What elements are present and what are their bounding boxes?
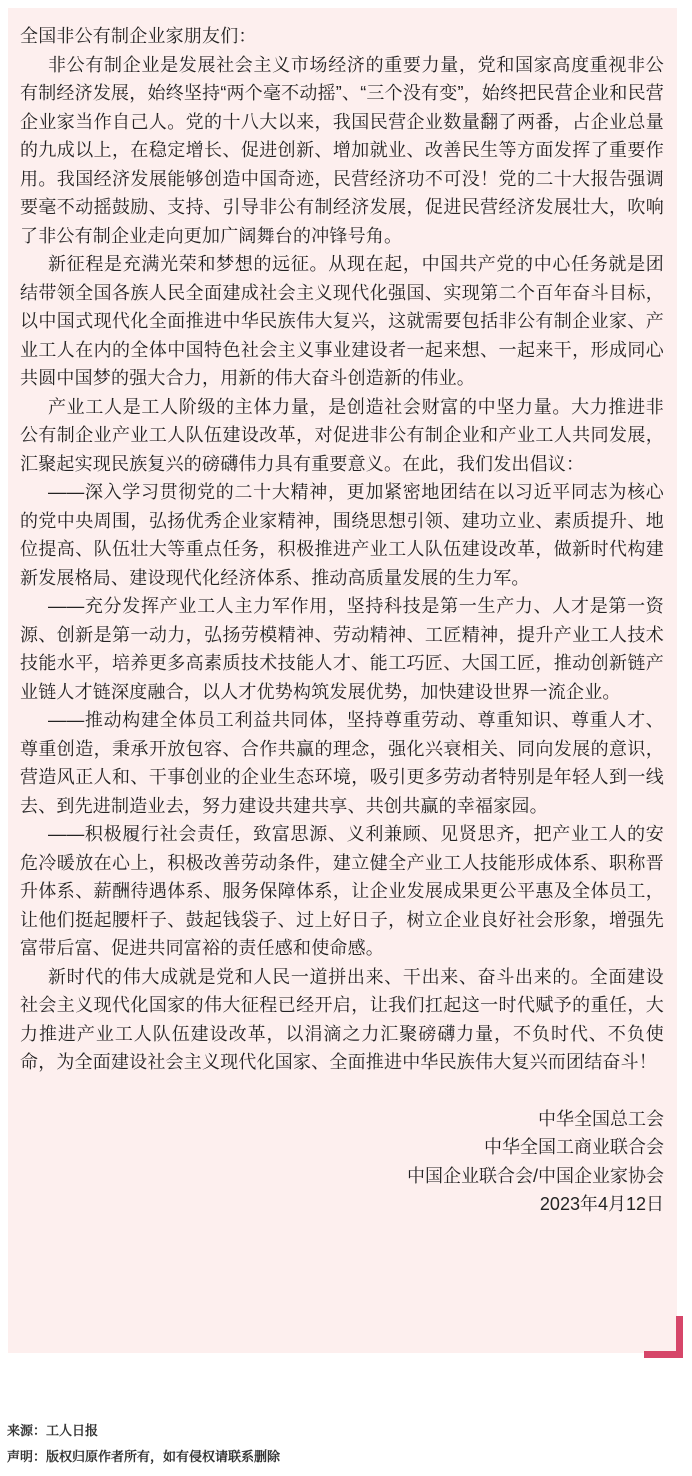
article-footer: [7, 1424, 280, 1476]
paragraph-initiative-2: ——充分发挥产业工人主力军作用，坚持科技是第一生产力、人才是第一资源、创新是第一动力，弘扬劳模精神、劳动精神、工匠精神，提升产业工人技术技能水平，培养更多高素质技术技能人才、能工巧匠、大国工匠，推动创新链产业链人才链深度融合，以人才优势构筑发展优势，加快建设世界一流企业。: [20, 596, 664, 702]
disclaimer-label: 声明：: [7, 1449, 47, 1464]
salutation: 全国非公有制企业家朋友们：: [20, 26, 257, 46]
disclaimer-value: 版权归原作者所有，如有侵权请联系删除: [46, 1449, 281, 1464]
paragraph-initiative-4: ——积极履行社会责任，致富思源、义利兼顾、见贤思齐，把产业工人的安危冷暖放在心上，积极改善劳动条件，建立健全产业工人技能形成体系、职称晋升体系、薪酬待遇体系、服务保障体系，让企业发展成果更公平惠及全体员工，让他们挺起腰杆子、鼓起钱袋子、过上好日子，树立企业良好社会形象，增强先富带后富、促进共同富裕的责任感和使命感。: [20, 824, 664, 958]
paragraph-proposal-lead: 产业工人是工人阶级的主体力量，是创造社会财富的中坚力量。大力推进非公有制企业产业工人队伍建设改革，对促进非公有制企业和产业工人共同发展，汇聚起实现民族复兴的磅礴伟力具有重要意义。在此，我们发出倡议：: [20, 396, 664, 474]
paragraph-initiative-3: ——推动构建全体员工利益共同体，坚持尊重劳动、尊重知识、尊重人才、尊重创造，秉承开放包容、合作共赢的理念，强化兴衰相关、同向发展的意识，营造风正人和、干事创业的企业生态环境，吸引更多劳动者特别是年轻人到一线去、到先进制造业去，努力建设共建共享、共创共赢的幸福家园。: [20, 710, 664, 816]
source-label: 来源：: [7, 1423, 47, 1438]
paragraph-closing: 新时代的伟大成就是党和人民一道拼出来、干出来、奋斗出来的。全面建设社会主义现代化国家的伟大征程已经开启，让我们扛起这一时代赋予的重任，大力推进产业工人队伍建设改革，以涓滴之力汇聚磅礴力量，不负时代、不负使命，为全面建设社会主义现代化国家、全面推进中华民族伟大复兴而团结奋斗！: [20, 966, 664, 1072]
paragraph-new-journey: 新征程是充满光荣和梦想的远征。从现在起，中国共产党的中心任务就是团结带领全国各族人民全面建成社会主义现代化强国、实现第二个百年奋斗目标，以中国式现代化全面推进中华民族伟大复兴，这就需要包括非公有制企业家、产业工人在内的全体中国特色社会主义事业建设者一起来想、一起来干，形成同心共圆中国梦的强大合力，用新的伟大奋斗创造新的伟业。: [20, 254, 664, 388]
paragraph-intro: 非公有制企业是发展社会主义市场经济的重要力量，党和国家高度重视非公有制经济发展，始终坚持“两个毫不动摇”、“三个没有变”，始终把民营企业和民营企业家当作自己人。党的十八大以来，我国民营企业数量翻了两番，占企业总量的九成以上，在稳定增长、促进创新、增加就业、改善民生等方面发挥了重要作用。我国经济发展能够创造中国奇迹，民营经济功不可没！党的二十大报告强调要毫不动摇鼓励、支持、引导非公有制经济发展，促进民营经济发展壮大，吹响了非公有制企业走向更加广阔舞台的冲锋号角。: [20, 54, 664, 246]
source-value: 工人日报: [46, 1423, 99, 1438]
signature-line: 中华全国总工会: [538, 1108, 664, 1129]
letter-card: [8, 8, 677, 1353]
signature-line: 中华全国工商业联合会: [484, 1137, 664, 1157]
signature-block: [20, 1105, 664, 1219]
paragraph-initiative-1: ——深入学习贯彻党的二十大精神，更加紧密地团结在以习近平同志为核心的党中央周围，弘扬优秀企业家精神，围绕思想引领、建功立业、素质提升、地位提高、队伍壮大等重点任务，积极推进产业工人队伍建设改革，做新时代构建新发展格局、建设现代化经济体系、推动高质量发展的生力军。: [20, 482, 664, 588]
corner-accent-mark: [644, 1316, 683, 1358]
source-line: [7, 1424, 280, 1437]
signature-line: 中国企业联合会/中国企业家协会: [407, 1165, 664, 1186]
disclaimer-line: [7, 1450, 280, 1463]
signature-date: 2023年4月12日: [539, 1194, 664, 1214]
